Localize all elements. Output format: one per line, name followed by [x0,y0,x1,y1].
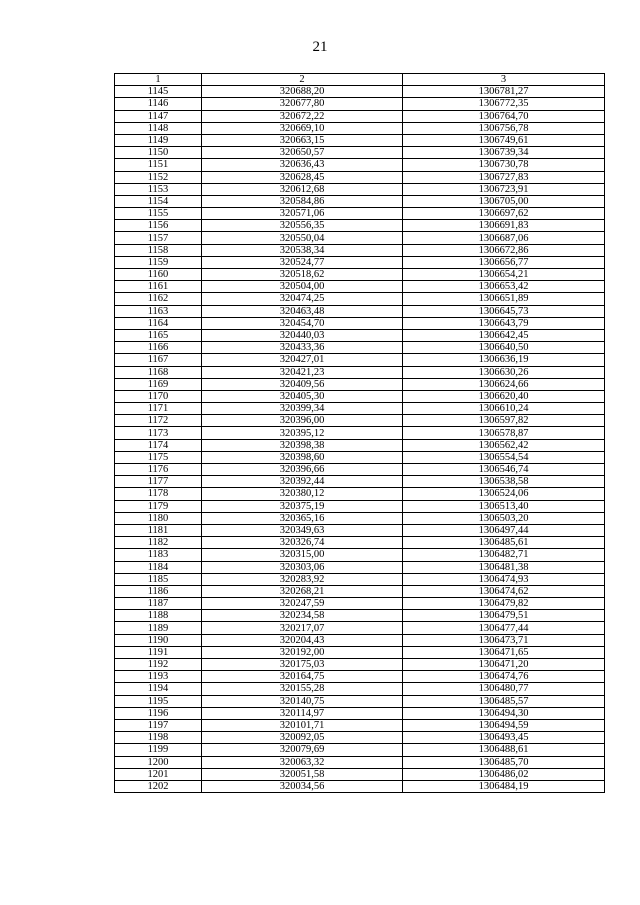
x-coordinate-cell: 320518,62 [202,269,403,281]
table-row [115,232,605,244]
table-row [115,598,605,610]
y-coordinate-cell: 1306503,20 [403,512,605,524]
point-number-cell: 1151 [115,159,202,171]
y-coordinate-cell: 1306482,71 [403,549,605,561]
x-coordinate-cell: 320283,92 [202,573,403,585]
point-number-cell: 1174 [115,439,202,451]
table-row [115,86,605,98]
point-number-cell: 1178 [115,488,202,500]
y-coordinate-cell: 1306484,19 [403,780,605,792]
x-coordinate-cell: 320421,23 [202,366,403,378]
point-number-cell: 1172 [115,415,202,427]
y-coordinate-cell: 1306643,79 [403,317,605,329]
x-coordinate-cell: 320398,38 [202,439,403,451]
x-coordinate-cell: 320463,48 [202,305,403,317]
x-coordinate-cell: 320440,03 [202,329,403,341]
table-row [115,622,605,634]
table-row [115,378,605,390]
y-coordinate-cell: 1306749,61 [403,134,605,146]
page-number: 21 [312,39,328,55]
x-coordinate-cell: 320396,00 [202,415,403,427]
point-number-cell: 1147 [115,110,202,122]
y-coordinate-cell: 1306497,44 [403,524,605,536]
point-number-cell: 1150 [115,147,202,159]
table-row [115,403,605,415]
y-coordinate-cell: 1306562,42 [403,439,605,451]
point-number-cell: 1161 [115,281,202,293]
point-number-cell: 1184 [115,561,202,573]
point-number-cell: 1165 [115,329,202,341]
point-number-cell: 1164 [115,317,202,329]
x-coordinate-cell: 320192,00 [202,646,403,658]
x-coordinate-cell: 320204,43 [202,634,403,646]
table-row [115,281,605,293]
x-coordinate-cell: 320571,06 [202,208,403,220]
table-row [115,683,605,695]
point-number-cell: 1183 [115,549,202,561]
y-coordinate-cell: 1306727,83 [403,171,605,183]
table-row [115,768,605,780]
y-coordinate-cell: 1306485,57 [403,695,605,707]
table-row [115,269,605,281]
point-number-cell: 1167 [115,354,202,366]
x-coordinate-cell: 320409,56 [202,378,403,390]
table-row [115,549,605,561]
table-row [115,147,605,159]
y-coordinate-cell: 1306479,51 [403,610,605,622]
x-coordinate-cell: 320636,43 [202,159,403,171]
table-row [115,756,605,768]
y-coordinate-cell: 1306620,40 [403,390,605,402]
table-row [115,244,605,256]
table-row [115,208,605,220]
x-coordinate-cell: 320101,71 [202,719,403,731]
y-coordinate-cell: 1306640,50 [403,342,605,354]
x-coordinate-cell: 320677,80 [202,98,403,110]
table-row [115,195,605,207]
y-coordinate-cell: 1306636,19 [403,354,605,366]
point-number-cell: 1154 [115,195,202,207]
x-coordinate-cell: 320550,04 [202,232,403,244]
point-number-cell: 1163 [115,305,202,317]
x-coordinate-cell: 320663,15 [202,134,403,146]
x-coordinate-cell: 320584,86 [202,195,403,207]
point-number-cell: 1196 [115,707,202,719]
y-coordinate-cell: 1306546,74 [403,464,605,476]
point-number-cell: 1201 [115,768,202,780]
table-row [115,500,605,512]
y-coordinate-cell: 1306471,20 [403,659,605,671]
table-row [115,354,605,366]
x-coordinate-cell: 320326,74 [202,537,403,549]
table-row [115,732,605,744]
table-row [115,305,605,317]
point-number-cell: 1146 [115,98,202,110]
y-coordinate-cell: 1306554,54 [403,451,605,463]
table-row [115,561,605,573]
x-coordinate-cell: 320672,22 [202,110,403,122]
table-body [115,86,605,793]
table-row [115,183,605,195]
x-coordinate-cell: 320398,60 [202,451,403,463]
table-row [115,439,605,451]
column-header-point: 1 [115,74,202,86]
table-row [115,415,605,427]
point-number-cell: 1157 [115,232,202,244]
x-coordinate-cell: 320155,28 [202,683,403,695]
point-number-cell: 1160 [115,269,202,281]
x-coordinate-cell: 320524,77 [202,256,403,268]
y-coordinate-cell: 1306756,78 [403,122,605,134]
y-coordinate-cell: 1306485,70 [403,756,605,768]
y-coordinate-cell: 1306772,35 [403,98,605,110]
point-number-cell: 1202 [115,780,202,792]
x-coordinate-cell: 320079,69 [202,744,403,756]
table-row [115,134,605,146]
table-row [115,317,605,329]
table-row [115,390,605,402]
point-number-cell: 1176 [115,464,202,476]
point-number-cell: 1200 [115,756,202,768]
table-row [115,342,605,354]
y-coordinate-cell: 1306651,89 [403,293,605,305]
y-coordinate-cell: 1306538,58 [403,476,605,488]
point-number-cell: 1190 [115,634,202,646]
y-coordinate-cell: 1306642,45 [403,329,605,341]
x-coordinate-cell: 320395,12 [202,427,403,439]
x-coordinate-cell: 320399,34 [202,403,403,415]
x-coordinate-cell: 320217,07 [202,622,403,634]
x-coordinate-cell: 320051,58 [202,768,403,780]
x-coordinate-cell: 320650,57 [202,147,403,159]
point-number-cell: 1194 [115,683,202,695]
y-coordinate-cell: 1306645,73 [403,305,605,317]
point-number-cell: 1155 [115,208,202,220]
table-row [115,476,605,488]
y-coordinate-cell: 1306524,06 [403,488,605,500]
point-number-cell: 1192 [115,659,202,671]
table-row [115,610,605,622]
table-row [115,659,605,671]
point-number-cell: 1177 [115,476,202,488]
y-coordinate-cell: 1306654,21 [403,269,605,281]
table-row [115,646,605,658]
y-coordinate-cell: 1306687,06 [403,232,605,244]
point-number-cell: 1182 [115,537,202,549]
x-coordinate-cell: 320405,30 [202,390,403,402]
x-coordinate-cell: 320380,12 [202,488,403,500]
x-coordinate-cell: 320303,06 [202,561,403,573]
y-coordinate-cell: 1306610,24 [403,403,605,415]
y-coordinate-cell: 1306513,40 [403,500,605,512]
x-coordinate-cell: 320669,10 [202,122,403,134]
y-coordinate-cell: 1306624,66 [403,378,605,390]
x-coordinate-cell: 320474,25 [202,293,403,305]
column-header-y: 3 [403,74,605,86]
table-row [115,512,605,524]
point-number-cell: 1156 [115,220,202,232]
point-number-cell: 1199 [115,744,202,756]
point-number-cell: 1158 [115,244,202,256]
point-number-cell: 1186 [115,585,202,597]
table-row [115,488,605,500]
y-coordinate-cell: 1306486,02 [403,768,605,780]
point-number-cell: 1181 [115,524,202,536]
point-number-cell: 1169 [115,378,202,390]
x-coordinate-cell: 320164,75 [202,671,403,683]
table-row [115,329,605,341]
table-row [115,573,605,585]
point-number-cell: 1197 [115,719,202,731]
y-coordinate-cell: 1306488,61 [403,744,605,756]
y-coordinate-cell: 1306697,62 [403,208,605,220]
x-coordinate-cell: 320612,68 [202,183,403,195]
table-row [115,719,605,731]
point-number-cell: 1193 [115,671,202,683]
y-coordinate-cell: 1306474,93 [403,573,605,585]
x-coordinate-cell: 320247,59 [202,598,403,610]
table-row [115,171,605,183]
y-coordinate-cell: 1306597,82 [403,415,605,427]
point-number-cell: 1175 [115,451,202,463]
point-number-cell: 1153 [115,183,202,195]
y-coordinate-cell: 1306723,91 [403,183,605,195]
x-coordinate-cell: 320556,35 [202,220,403,232]
x-coordinate-cell: 320538,34 [202,244,403,256]
table-row [115,695,605,707]
x-coordinate-cell: 320365,16 [202,512,403,524]
y-coordinate-cell: 1306730,78 [403,159,605,171]
point-number-cell: 1152 [115,171,202,183]
point-number-cell: 1162 [115,293,202,305]
table-row [115,293,605,305]
y-coordinate-cell: 1306479,82 [403,598,605,610]
y-coordinate-cell: 1306471,65 [403,646,605,658]
y-coordinate-cell: 1306494,30 [403,707,605,719]
x-coordinate-cell: 320315,00 [202,549,403,561]
point-number-cell: 1191 [115,646,202,658]
x-coordinate-cell: 320092,05 [202,732,403,744]
point-number-cell: 1189 [115,622,202,634]
y-coordinate-cell: 1306653,42 [403,281,605,293]
y-coordinate-cell: 1306656,77 [403,256,605,268]
point-number-cell: 1148 [115,122,202,134]
point-number-cell: 1159 [115,256,202,268]
y-coordinate-cell: 1306493,45 [403,732,605,744]
point-number-cell: 1180 [115,512,202,524]
x-coordinate-cell: 320427,01 [202,354,403,366]
y-coordinate-cell: 1306781,27 [403,86,605,98]
x-coordinate-cell: 320392,44 [202,476,403,488]
point-number-cell: 1145 [115,86,202,98]
table-row [115,451,605,463]
column-header-x: 2 [202,74,403,86]
point-number-cell: 1185 [115,573,202,585]
table-row [115,464,605,476]
table-row [115,220,605,232]
table-row [115,744,605,756]
table-row [115,110,605,122]
y-coordinate-cell: 1306691,83 [403,220,605,232]
table-row [115,537,605,549]
table-row [115,585,605,597]
x-coordinate-cell: 320375,19 [202,500,403,512]
table-row [115,524,605,536]
y-coordinate-cell: 1306672,86 [403,244,605,256]
table-row [115,427,605,439]
y-coordinate-cell: 1306480,77 [403,683,605,695]
x-coordinate-cell: 320063,32 [202,756,403,768]
y-coordinate-cell: 1306630,26 [403,366,605,378]
y-coordinate-cell: 1306477,44 [403,622,605,634]
x-coordinate-cell: 320268,21 [202,585,403,597]
x-coordinate-cell: 320628,45 [202,171,403,183]
x-coordinate-cell: 320140,75 [202,695,403,707]
x-coordinate-cell: 320114,97 [202,707,403,719]
table-row [115,159,605,171]
coordinates-table [114,73,605,793]
point-number-cell: 1195 [115,695,202,707]
point-number-cell: 1168 [115,366,202,378]
x-coordinate-cell: 320234,58 [202,610,403,622]
x-coordinate-cell: 320349,63 [202,524,403,536]
y-coordinate-cell: 1306473,71 [403,634,605,646]
x-coordinate-cell: 320688,20 [202,86,403,98]
y-coordinate-cell: 1306578,87 [403,427,605,439]
point-number-cell: 1171 [115,403,202,415]
y-coordinate-cell: 1306474,76 [403,671,605,683]
y-coordinate-cell: 1306481,38 [403,561,605,573]
x-coordinate-cell: 320504,00 [202,281,403,293]
y-coordinate-cell: 1306474,62 [403,585,605,597]
y-coordinate-cell: 1306494,59 [403,719,605,731]
point-number-cell: 1170 [115,390,202,402]
x-coordinate-cell: 320175,03 [202,659,403,671]
point-number-cell: 1166 [115,342,202,354]
y-coordinate-cell: 1306705,00 [403,195,605,207]
point-number-cell: 1173 [115,427,202,439]
table-header-row [115,74,605,86]
table-row [115,707,605,719]
y-coordinate-cell: 1306485,61 [403,537,605,549]
table-row [115,634,605,646]
point-number-cell: 1187 [115,598,202,610]
y-coordinate-cell: 1306764,70 [403,110,605,122]
point-number-cell: 1149 [115,134,202,146]
table-row [115,671,605,683]
point-number-cell: 1198 [115,732,202,744]
table-row [115,256,605,268]
x-coordinate-cell: 320396,66 [202,464,403,476]
x-coordinate-cell: 320433,36 [202,342,403,354]
table-row [115,122,605,134]
x-coordinate-cell: 320454,70 [202,317,403,329]
point-number-cell: 1179 [115,500,202,512]
table-row [115,366,605,378]
point-number-cell: 1188 [115,610,202,622]
table-row [115,98,605,110]
table-row [115,780,605,792]
x-coordinate-cell: 320034,56 [202,780,403,792]
y-coordinate-cell: 1306739,34 [403,147,605,159]
